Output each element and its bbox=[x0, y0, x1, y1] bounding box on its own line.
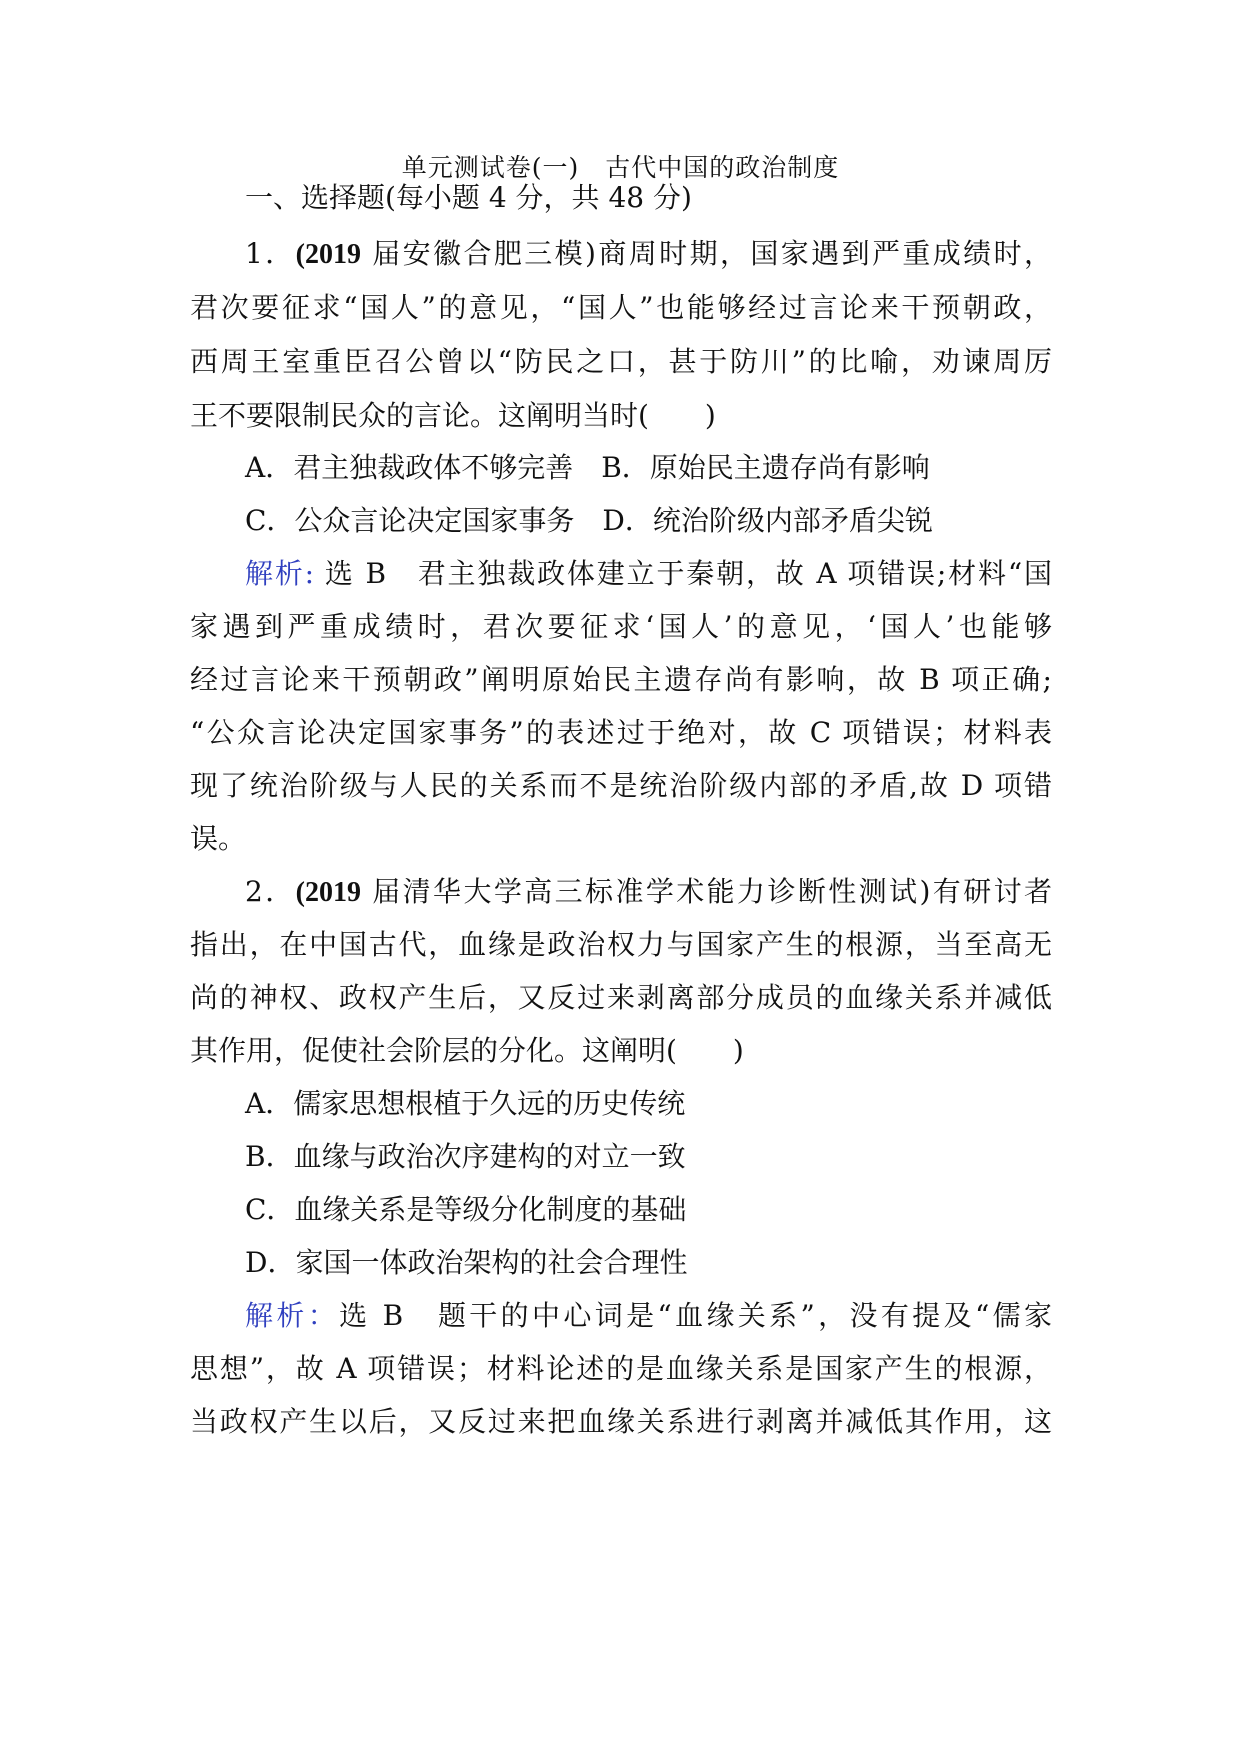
question-2-analysis-line: 当政权产生以后，又反过来把血缘关系进行剥离并减低其作用，这 bbox=[190, 1405, 1052, 1438]
question-2-option-a: A．儒家思想根植于久远的历史传统 bbox=[245, 1087, 686, 1120]
question-1-analysis-line: 现了统治阶级与人民的关系而不是统治阶级内部的矛盾,故 D 项错 bbox=[190, 769, 1052, 802]
question-1-source-year: (2019 bbox=[295, 239, 361, 270]
question-1-analysis-line: 误。 bbox=[190, 822, 247, 855]
question-1-analysis-line: “公众言论决定国家事务”的表述过于绝对，故 C 项错误；材料表 bbox=[190, 716, 1052, 749]
question-2-stem-line: 其作用，促使社会阶层的分化。这阐明( ) bbox=[190, 1034, 744, 1067]
question-1-analysis-text: 选 B 君主独裁政体建立于秦朝，故 A 项错误;材料“国 bbox=[314, 557, 1052, 590]
question-1-stem-line: 君次要征求“国人”的意见，“国人”也能够经过言论来干预朝政， bbox=[190, 291, 1052, 324]
analysis-label: 解析: bbox=[245, 557, 315, 590]
question-2-option-b: B．血缘与政治次序建构的对立一致 bbox=[245, 1140, 686, 1173]
question-1-stem-line: 王不要限制民众的言论。这阐明当时( ) bbox=[190, 399, 716, 432]
question-2-option-d: D．家国一体政治架构的社会合理性 bbox=[245, 1246, 688, 1279]
page-title: 单元测试卷(一) 古代中国的政治制度 bbox=[401, 153, 840, 182]
question-1-source: 届安徽合肥三模) bbox=[360, 237, 596, 270]
question-1-analysis-first-line bbox=[245, 556, 1052, 592]
question-1-analysis-line: 经过言论来干预朝政”阐明原始民主遗存尚有影响，故 B 项正确; bbox=[190, 663, 1052, 696]
question-1-options-ab: A．君主独裁政体不够完善 B．原始民主遗存尚有影响 bbox=[245, 451, 930, 484]
question-2-analysis-line: 思想”，故 A 项错误；材料论述的是血缘关系是国家产生的根源， bbox=[190, 1352, 1052, 1385]
question-2-stem-line: 指出，在中国古代，血缘是政治权力与国家产生的根源，当至高无 bbox=[190, 928, 1052, 961]
question-1-stem-first-line bbox=[245, 236, 1052, 273]
question-1-stem-text: 商周时期，国家遇到严重成绩时， bbox=[595, 237, 1052, 270]
question-1-number: 1． bbox=[245, 237, 296, 270]
question-2-stem-first-line bbox=[245, 874, 1052, 911]
question-2-analysis-text: 选 B 题干的中心词是“血缘关系”，没有提及“儒家 bbox=[339, 1299, 1052, 1332]
question-1-analysis-line: 家遇到严重成绩时，君次要征求‘国人’的意见，‘国人’也能够 bbox=[190, 610, 1052, 643]
question-2-stem-line: 尚的神权、政权产生后，又反过来剥离部分成员的血缘关系并减低 bbox=[190, 981, 1052, 1014]
question-1-stem-line: 西周王室重臣召公曾以“防民之口，甚于防川”的比喻，劝谏周厉 bbox=[190, 345, 1052, 378]
analysis-label: 解析： bbox=[245, 1299, 340, 1332]
question-2-option-c: C．血缘关系是等级分化制度的基础 bbox=[245, 1193, 687, 1226]
question-2-stem-text: 有研讨者 bbox=[930, 875, 1052, 908]
question-2-number: 2． bbox=[245, 875, 296, 908]
question-2-source: 届清华大学高三标准学术能力诊断性测试) bbox=[360, 875, 931, 908]
section-heading: 一、选择题(每小题 4 分，共 48 分) bbox=[245, 181, 692, 214]
question-2-analysis-first-line bbox=[245, 1298, 1052, 1334]
question-1-options-cd: C．公众言论决定国家事务 D．统治阶级内部矛盾尖锐 bbox=[245, 504, 933, 537]
question-2-source-year: (2019 bbox=[295, 877, 361, 908]
